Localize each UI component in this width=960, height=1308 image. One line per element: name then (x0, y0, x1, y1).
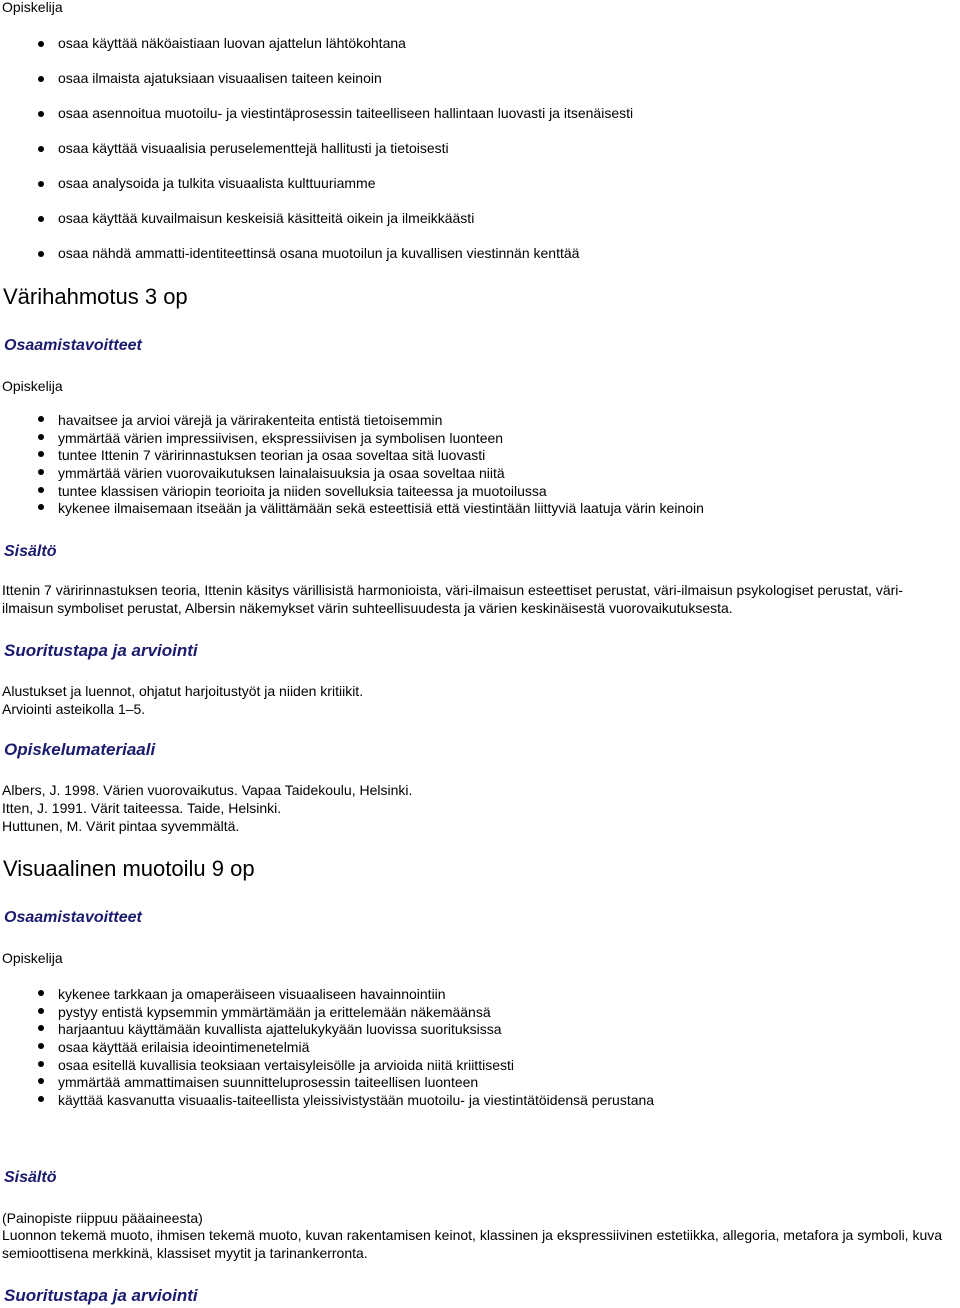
course-title-visuaalinen-muotoilu: Visuaalinen muotoilu 9 op (3, 856, 255, 881)
list-item (0, 34, 633, 69)
bullet-icon (38, 487, 44, 493)
bullet-icon (38, 434, 44, 440)
bullet-icon (38, 1061, 44, 1067)
content-heading: Sisältö (4, 543, 57, 560)
content-line-1: (Painopiste riippuu pääaineesta) (2, 1210, 203, 1226)
bullet-icon (38, 469, 44, 475)
outcomes-heading-2: Osaamistavoitteet (4, 909, 142, 926)
list-item-text: osaa käyttää visuaalisia peruselementtejä hallitusti ja tietoisesti (58, 140, 449, 156)
bullet-icon (38, 251, 44, 257)
material-heading: Opiskelumateriaali (4, 740, 156, 759)
list-item-text: harjaantuu käyttämään kuvallista ajattelukykyään luovissa suorituksissa (58, 1021, 502, 1038)
list-item-text: havaitsee ja arvioi värejä ja värirakenteita entistä tietoisemmin (58, 412, 443, 428)
list-item-text: osaa käyttää kuvailmaisun keskeisiä käsitteitä oikein ja ilmeikkäästi (58, 210, 475, 226)
bullet-icon (38, 1043, 44, 1049)
outcomes-heading: Osaamistavoitteet (4, 337, 142, 354)
bullet-icon (38, 1008, 44, 1014)
list-item (0, 429, 704, 447)
content-paragraph-2: Luonnon tekemä muoto, ihmisen tekemä muoto, kuvan rakentamisen keinot, klassinen ja ekspressiivinen estetiikka, allegoria, metafora ja symboli, kuva semioottisena merkkinä, klassiset myytit ja tarinankerronta. (2, 1227, 943, 1261)
bullet-icon (38, 146, 44, 152)
material-line-3: Huttunen, M. Värit pintaa syvemmältä. (2, 818, 240, 834)
content-paragraph: Ittenin 7 väririnnastuksen teoria, Ittenin käsitys värillisistä harmonioista, väri-ilmaisun esteettiset perustat, väri-ilmaisun psykologiset perustat, väri-ilmaisun symboliset perustat, Albersin näkemykset värin suhteellisuudesta ja värien keskinäisestä vuorovaikutuksesta. (2, 582, 904, 616)
list-item (0, 499, 704, 517)
material-line-2: Itten, J. 1991. Värit taiteessa. Taide, Helsinki. (2, 800, 282, 816)
bullet-icon (38, 111, 44, 117)
list-item (0, 1003, 654, 1021)
bullet-icon (38, 181, 44, 187)
list-item-text: ymmärtää ammattimaisen suunnitteluprosessin taiteellisen luonteen (58, 1074, 479, 1091)
student-label-top: Opiskelija (2, 0, 63, 15)
list-item-text: osaa ilmaista ajatuksiaan visuaalisen taiteen keinoin (58, 70, 382, 86)
learning-outcomes-list (0, 34, 633, 279)
bullet-icon (38, 1078, 44, 1084)
list-item (0, 209, 633, 244)
list-item (0, 1038, 654, 1056)
course1-outcomes-list (0, 411, 704, 517)
list-item (0, 1073, 654, 1091)
list-item (0, 985, 654, 1003)
list-item-text: pystyy entistä kypsemmin ymmärtämään ja erittelemään näkemäänsä (58, 1003, 491, 1020)
list-item (0, 69, 633, 104)
bullet-icon (38, 1025, 44, 1031)
list-item-text: osaa nähdä ammatti-identiteettinsä osana muotoilun ja kuvallisen viestinnän kenttää (58, 245, 580, 261)
list-item (0, 464, 704, 482)
list-item (0, 244, 633, 279)
method-line-1: Alustukset ja luennot, ohjatut harjoitustyöt ja niiden kritiikit. (2, 683, 364, 699)
bullet-icon (38, 416, 44, 422)
bullet-icon (38, 504, 44, 510)
list-item-text: ymmärtää värien vuorovaikutuksen lainalaisuuksia ja osaa soveltaa niitä (58, 465, 505, 482)
bullet-icon (38, 41, 44, 47)
bullet-icon (38, 76, 44, 82)
bullet-icon (38, 990, 44, 996)
list-item (0, 446, 704, 464)
bullet-icon (38, 451, 44, 457)
list-item (0, 139, 633, 174)
list-item (0, 1020, 654, 1038)
student-label: Opiskelija (2, 378, 63, 394)
list-item (0, 482, 704, 500)
material-line-1: Albers, J. 1998. Värien vuorovaikutus. Vapaa Taidekoulu, Helsinki. (2, 782, 413, 798)
list-item-text: käyttää kasvanutta visuaalis-taiteellista yleissivistystään muotoilu- ja viestintätöidensä perustana (58, 1092, 655, 1109)
course-title-varihahmotus: Värihahmotus 3 op (3, 284, 188, 309)
list-item-text: tuntee klassisen väriopin teorioita ja niiden sovelluksia taiteessa ja muotoilussa (58, 482, 547, 499)
course2-outcomes-list (0, 985, 654, 1109)
list-item-text: osaa esitellä kuvallisia teoksiaan vertaisyleisölle ja arvioida niitä kriittisesti (58, 1056, 514, 1073)
list-item-text: tuntee Ittenin 7 väririnnastuksen teorian ja osaa soveltaa sitä luovasti (58, 447, 486, 464)
list-item-text: osaa käyttää erilaisia ideointimenetelmiä (58, 1039, 310, 1056)
method-line-2: Arviointi asteikolla 1–5. (2, 701, 146, 717)
list-item-text: ymmärtää värien impressiivisen, ekspressiivisen ja symbolisen luonteen (58, 429, 504, 446)
list-item-text: osaa analysoida ja tulkita visuaalista kulttuuriamme (58, 175, 376, 191)
bullet-icon (38, 1096, 44, 1102)
list-item (0, 1056, 654, 1074)
list-item (0, 174, 633, 209)
bullet-icon (38, 216, 44, 222)
list-item (0, 411, 704, 429)
content-heading-2: Sisältö (4, 1169, 57, 1186)
list-item (0, 1091, 654, 1109)
list-item-text: osaa käyttää näköaistiaan luovan ajattelun lähtökohtana (58, 35, 406, 51)
student-label-2: Opiskelija (2, 950, 63, 966)
method-heading-2: Suoritustapa ja arviointi (4, 1286, 198, 1305)
list-item-text: kykenee ilmaisemaan itseään ja välittämään sekä esteettisiä että viestintään liittyviä laatuja värin keinoin (58, 500, 704, 517)
list-item-text: kykenee tarkkaan ja omaperäiseen visuaaliseen havainnointiin (58, 986, 446, 1002)
list-item-text: osaa asennoitua muotoilu- ja viestintäprosessin taiteelliseen hallintaan luovasti ja itsenäisesti (58, 105, 634, 121)
method-heading: Suoritustapa ja arviointi (4, 641, 198, 660)
list-item (0, 104, 633, 139)
